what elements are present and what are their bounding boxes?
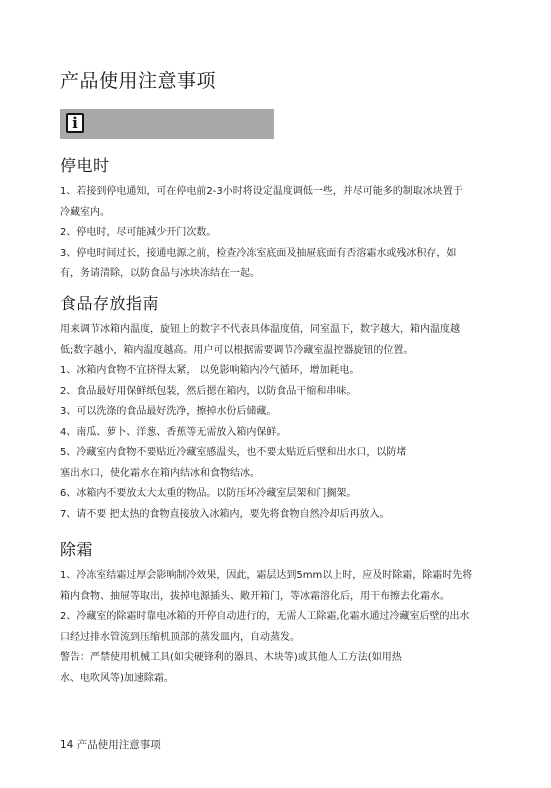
section-power-outage	[60, 153, 528, 285]
section-line: 3、可以洗涤的食品最好洗净，擦掉水份后储藏。	[60, 406, 277, 417]
section-defrost	[60, 537, 528, 689]
section-food-storage	[60, 291, 528, 525]
section-line: 箱内食物、抽屉等取出，拔掉电源插头、敞开箱门，等冰霜溶化后，用干布擦去化霜水。	[60, 590, 450, 602]
section-title: 停电时	[60, 156, 110, 175]
info-bar	[60, 109, 274, 139]
section-line: 塞出水口，使化霜水在箱内结冰和食物结冰。	[60, 467, 260, 479]
section-line: 水、电吹风等)加速除霜。	[60, 672, 174, 684]
section-line: 口经过排水管流到压缩机顶部的蒸发皿内，自动蒸发。	[60, 631, 300, 643]
section-line: 用来调节冰箱内温度，旋钮上的数字不代表具体温度值，同室温下，数字越大，箱内温度越	[60, 324, 460, 335]
page-footer: 14 产品使用注意事项	[60, 739, 161, 751]
section-title: 食品存放指南	[60, 294, 160, 313]
info-icon: i	[66, 113, 84, 133]
section-line: 5、冷藏室内食物不要贴近冷藏室感温头，也不要太贴近后壁和出水口，以防堵	[60, 447, 407, 458]
section-line: 2、食品最好用保鲜纸包装，然后摁在箱内，以防食品干缩和串味。	[60, 385, 357, 397]
section-line: 2、冷藏室的除霜时靠电冰箱的开停自动进行的，无需人工除霜,化霜水通过冷藏室后壁的出水	[60, 611, 470, 622]
section-line: 1、冷冻室结霜过厚会影响制冷效果，因此，霜层达到5mm以上时，应及时除霜，除霜时先将	[60, 570, 473, 581]
section-line: 7、请不要 把太热的食物直接放入冰箱内，要先将食物自然冷却后再放入。	[60, 508, 390, 520]
section-line: 低;数字越小，箱内温度越高。用户可以根据需要调节冷藏室温控器旋钮的位置。	[60, 344, 414, 356]
section-line: 2、停电时，尽可能减少开门次数。	[60, 227, 217, 238]
section-line: 有，务请清除，以防食品与冰块冻结在一起。	[60, 268, 260, 279]
section-line: 1、若接到停电通知，可在停电前2-3小时将设定温度调低一些，并尽可能多的制取冰块置于	[60, 186, 463, 197]
section-line: 4、南瓜、萝卜、洋葱、香蕉等无需放入箱内保鲜。	[60, 426, 287, 438]
section-line: 1、冰箱内食物不宜挤得太紧， 以免影响箱内冷气循环，增加耗电。	[60, 365, 360, 376]
section-line: 6、冰箱内不要放太大太重的物品。以防压坏冷藏室层架和门搁架。	[60, 488, 357, 499]
section-title: 除霜	[60, 540, 94, 559]
page-title: 产品使用注意事项	[60, 70, 217, 92]
section-line: 警告：严禁使用机械工具(如尖硬锋利的器具、木块等)或其他人工方法(如用热	[60, 652, 402, 663]
section-line: 3、停电时间过长，接通电源之前，检查冷冻室底面及抽屉底面有否溶霜水或残冰积存，如	[60, 247, 457, 259]
section-line: 冷藏室内。	[60, 206, 110, 218]
